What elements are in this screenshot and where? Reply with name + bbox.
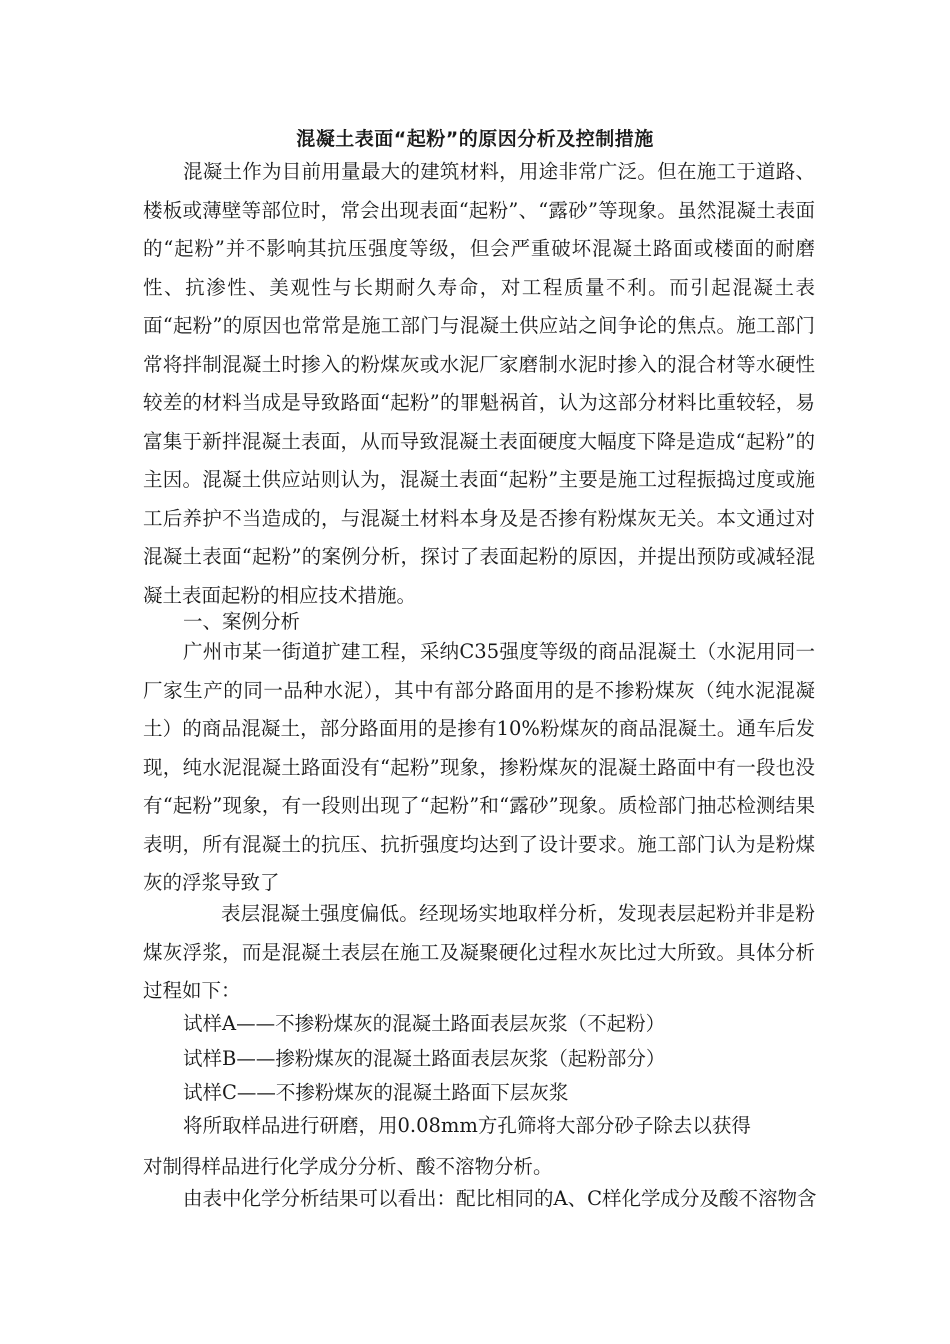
case-paragraph: 广州市某一街道扩建工程，采纳C35强度等级的商品混凝土（水泥用同一厂家生产的同一品种水泥），其中有部分路面用的是不掺粉煤灰（纯水泥混凝土）的商品混凝土，部分路面用的是掺有10%粉煤灰的商品混凝土。通车后发现，纯水泥混凝土路面没有“起粉”现象，掺粉煤灰的混凝土路面中有一段也没有“起粉”现象，有一段则出现了“起粉”和“露砂”现象。质检部门抽芯检测结果表明，所有混凝土的抗压、抗折强度均达到了设计要求。施工部门认为是粉煤灰的浮浆导致了	[143, 640, 815, 894]
intro-paragraph: 混凝土作为目前用量最大的建筑材料，用途非常广泛。但在施工于道路、楼板或薄壁等部位时，常会出现表面“起粉”、“露砂”等现象。虽然混凝土表面的“起粉”并不影响其抗压强度等级，但会严重破坏混凝土路面或楼面的耐磨性、抗渗性、美观性与长期耐久寿命，对工程质量不利。而引起混凝土表面“起粉”的原因也常常是施工部门与混凝土供应站之间争论的焦点。施工部门常将拌制混凝土时掺入的粉煤灰或水泥厂家磨制水泥时掺入的混合材等水硬性较差的材料当成是导致路面“起粉”的罪魁祸首，认为这部分材料比重较轻，易富集于新拌混凝土表面，从而导致混凝土表面硬度大幅度下降是造成“起粉”的主因。混凝土供应站则认为，混凝土表面“起粉”主要是施工过程振捣过度或施工后养护不当造成的，与混凝土材料本身及是否掺有粉煤灰无关。本文通过对混凝土表面“起粉”的案例分析，探讨了表面起粉的原因，并提出预防或减轻混凝土表面起粉的相应技术措施。	[143, 160, 815, 607]
section-heading: 一、案例分析	[183, 610, 301, 633]
sample-a-item: 试样A——不掺粉煤灰的混凝土路面表层灰浆（不起粉）	[183, 1012, 666, 1035]
document-title: 混凝土表面“起粉”的原因分析及控制措施	[296, 128, 654, 150]
analysis-paragraph: 表层混凝土强度偏低。经现场实地取样分析，发现表层起粉并非是粉煤灰浮浆，而是混凝土表层在施工及凝聚硬化过程水灰比过大所致。具体分析过程如下：	[143, 902, 815, 1002]
sample-b-item: 试样B——掺粉煤灰的混凝土路面表层灰浆（起粉部分）	[183, 1047, 666, 1070]
grind-line-1: 将所取样品进行研磨，用0.08mm方孔筛将大部分砂子除去以获得	[183, 1114, 751, 1137]
result-line: 由表中化学分析结果可以看出：配比相同的A、C样化学成分及酸不溶物含	[183, 1187, 817, 1210]
grind-line-2: 对制得样品进行化学成分分析、酸不溶物分析。	[143, 1155, 553, 1178]
sample-c-item: 试样C——不掺粉煤灰的混凝土路面下层灰浆	[183, 1081, 569, 1104]
